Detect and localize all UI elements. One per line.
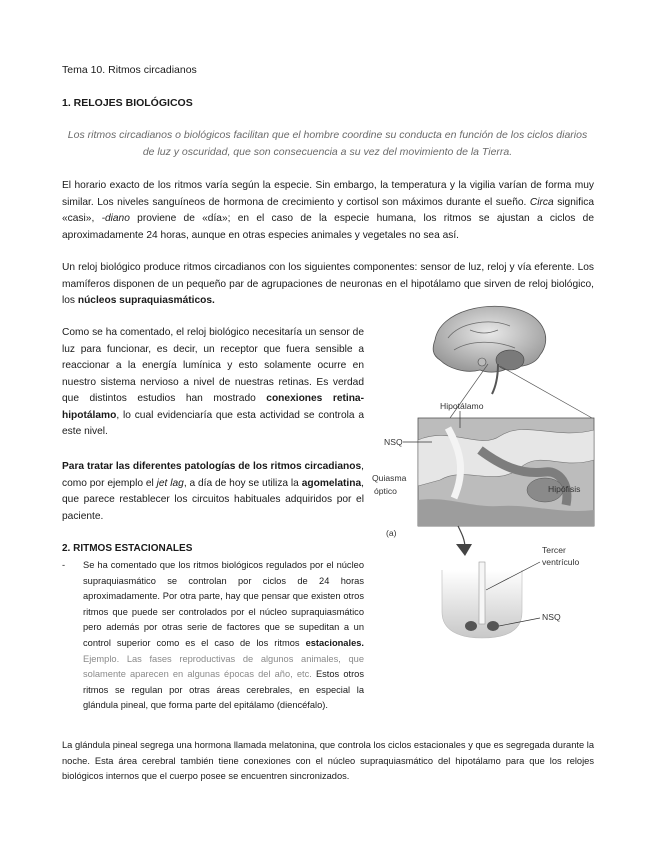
intro-quote: Los ritmos circadianos o biológicos facilitan que el hombre coordine su conducta en función de los ciclos diarios de luz y oscuridad, que son consecuencia a su vez del movimiento de la Tierra. xyxy=(67,129,588,158)
p4-text-a: , como por ejemplo el xyxy=(62,461,364,489)
label-tercer-1: Tercer xyxy=(542,545,566,555)
p1-text-a: El horario exacto de los ritmos varía según la especie. Sin embargo, la temperatura y la vigilia varían de forma muy similar. Los niveles sanguíneos de hormona de crecimiento y cortisol son máximos durante el sueño. xyxy=(62,180,594,208)
p3-text-b: , lo cual evidenciaría que esta actividad se controla a este nivel. xyxy=(62,409,364,437)
p1-text-c: proviene de «día»; en el caso de la especie humana, los ritmos se ajustan a ciclos de aproximadamente 24 horas, aunque en otras especies animales y vegetales no sea así. xyxy=(62,213,594,241)
bullet-item xyxy=(62,558,364,714)
p3-text-a: Como se ha comentado, el reloj biológico necesitaría un sensor de luz para funcionar, es decir, un receptor que fuera sensible a reaccionar a la energía lumínica y esto solamente ocurre en nuestro sistema nervioso a nivel de nuestras retinas. Es verdad que distintos estudios han mostrado xyxy=(62,327,364,404)
bullet-text xyxy=(83,558,364,714)
p2-text-a: Un reloj biológico produce ritmos circadianos con los siguientes componentes: sensor de luz, reloj y vía eferente. Los mamíferos disponen de un pequeño par de agrupaciones de neuronas en el hipotálamo que sirven de reloj biológico, los xyxy=(62,262,594,306)
bullet-bold: estacionales. xyxy=(305,637,364,648)
brain-illustration xyxy=(433,306,546,394)
section-heading-estacionales: 2. RITMOS ESTACIONALES xyxy=(62,543,193,554)
p4-text-b: , a día de hoy se utiliza la xyxy=(183,477,302,489)
hypothalamus-enlargement xyxy=(418,418,594,526)
bullet-text-b: Estos otros ritmos se regulan por otras áreas cerebrales, en especial la glándula pineal, que forma parte del epitálamo (diencéfalo). xyxy=(83,669,364,711)
p4-bold2: agomelatina xyxy=(301,477,362,489)
label-nsq-top: NSQ xyxy=(384,437,403,447)
label-hipofisis: Hipófisis xyxy=(548,484,581,494)
p1-circa: Circa xyxy=(529,196,554,208)
p3-bold: conexiones retina-hipotálamo xyxy=(62,393,364,421)
bullet-example: Ejemplo. Las fases reproductivas de algunos animales, que solamente aparecen en algunas épocas del año, etc. xyxy=(83,653,364,680)
p4-text-c: , que parece restablecer los circuitos habituales adquiridos por el paciente. xyxy=(62,477,364,522)
document-topic: Tema 10. Ritmos circadianos xyxy=(62,64,197,76)
label-hipotalamo: Hipotálamo xyxy=(440,401,484,411)
p1-text-b: significa «casi», xyxy=(62,196,594,224)
brain-hypothalamus-figure xyxy=(370,300,598,642)
p1-diano: -diano xyxy=(101,213,130,224)
p4-italic: jet lag xyxy=(156,477,184,489)
third-ventricle-section xyxy=(442,562,522,638)
paragraph-horario xyxy=(62,178,594,244)
label-quiasma-1: Quiasma xyxy=(372,473,407,483)
p4-bold1: Para tratar las diferentes patologías de los ritmos circadianos xyxy=(62,461,362,472)
bullet-dash: - xyxy=(62,560,66,570)
bullet-text-a: Se ha comentado que los ritmos biológicos regulados por el núcleo supraquiasmático se controlan por ciclos de 24 horas aproximadamente. Por otra parte, hay que pensar que existen otros ritmos que puede ser controlados por el núcleo supraquiasmático pero además por otras serie de factores que se supeditan a un control superior como es el caso de los ritmos xyxy=(83,560,364,648)
label-nsq-bottom: NSQ xyxy=(542,612,561,622)
label-tercer-2: ventrículo xyxy=(542,557,580,567)
label-quiasma-2: óptico xyxy=(374,486,397,496)
paragraph-sensor xyxy=(62,325,364,441)
section-heading-relojes: 1. RELOJES BIOLÓGICOS xyxy=(62,97,193,109)
label-panel-a: (a) xyxy=(386,528,397,538)
paragraph-patologias xyxy=(62,459,364,525)
paragraph-pineal: La glándula pineal segrega una hormona llamada melatonina, que controla los ciclos estacionales y que es segregada durante la noche. Esta área cerebral también tiene conexiones con el núcleo supraquiasmático del hipotálamo para que los relojes biológicos internos que el cuerpo posee se encuentren sincronizados. xyxy=(62,740,594,781)
p2-bold: núcleos supraquiasmáticos. xyxy=(77,295,215,306)
